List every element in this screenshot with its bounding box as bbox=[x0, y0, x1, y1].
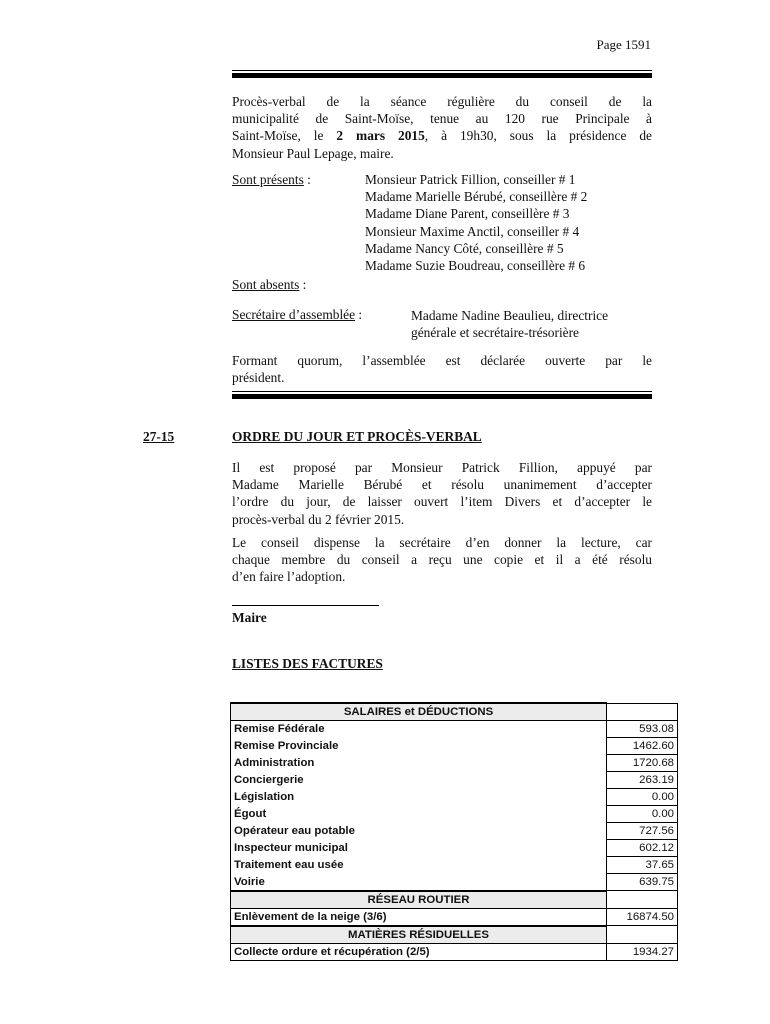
table-row bbox=[231, 840, 678, 857]
secretary-name: Madame Nadine Beaulieu, directrice générale et secrétaire-trésorière bbox=[411, 308, 609, 341]
table-row bbox=[231, 908, 678, 926]
resolution-paragraph: Il est proposé par Monsieur Patrick Fillion, appuyé par Madame Marielle Bérubé et résolu unanimement d’accepter l’ordre du jour, de laisser ouvert l’item Divers et d’accepter le procès-verbal du 2 février 2015. bbox=[232, 460, 652, 527]
item-amount: 602.12 bbox=[607, 840, 678, 857]
member-item: Monsieur Patrick Fillion, conseiller # 1 bbox=[365, 172, 576, 187]
item-name: Enlèvement de la neige (3/6) bbox=[231, 908, 607, 926]
item-amount: 37.65 bbox=[607, 857, 678, 874]
intro-line: Monsieur Paul Lepage, maire. bbox=[232, 145, 394, 161]
table-row bbox=[231, 857, 678, 874]
table-row bbox=[231, 789, 678, 806]
signature-line bbox=[232, 605, 379, 606]
section-header-row bbox=[231, 703, 678, 721]
section-rule bbox=[232, 394, 652, 399]
page-number: Page 1591 bbox=[596, 37, 651, 52]
secretary-label: Secrétaire d’assemblée : bbox=[232, 307, 363, 322]
table-row bbox=[231, 772, 678, 789]
section-title-blank bbox=[607, 891, 678, 909]
item-name: Égout bbox=[231, 806, 607, 823]
section-title: MATIÈRES RÉSIDUELLES bbox=[231, 926, 607, 944]
member-item: Monsieur Maxime Anctil, conseiller # 4 bbox=[365, 223, 580, 239]
intro-line: Saint-Moïse, le 2 mars 2015, à 19h30, sous la présidence de bbox=[232, 128, 652, 144]
item-name: Collecte ordure et récupération (2/5) bbox=[231, 943, 607, 960]
section-header-row bbox=[231, 926, 678, 944]
item-amount: 16874.50 bbox=[607, 908, 678, 926]
item-amount: 1934.27 bbox=[607, 943, 678, 960]
resolution-number: 27-15 bbox=[143, 429, 175, 444]
intro-line: Procès-verbal de la séance régulière du conseil de la bbox=[232, 94, 652, 109]
member-item: Madame Diane Parent, conseillère # 3 bbox=[365, 206, 570, 222]
item-amount: 639.75 bbox=[607, 874, 678, 891]
signature-label: Maire bbox=[232, 610, 267, 625]
item-amount: 0.00 bbox=[607, 806, 678, 823]
member-item: Madame Suzie Boudreau, conseillère # 6 bbox=[365, 258, 586, 274]
lecture-paragraph: Le conseil dispense la secrétaire d’en donner la lecture, car chaque membre du conseil a reçu une copie et il a été résolu d’en faire l’adoption. bbox=[232, 535, 652, 585]
table-row bbox=[231, 943, 678, 960]
member-item: Madame Marielle Bérubé, conseillère # 2 bbox=[365, 189, 588, 205]
intro-paragraph bbox=[232, 93, 652, 162]
item-name: Conciergerie bbox=[231, 772, 607, 789]
table-row bbox=[231, 755, 678, 772]
table-row bbox=[231, 721, 678, 738]
factures-title: LISTES DES FACTURES bbox=[232, 656, 383, 671]
item-amount: 727.56 bbox=[607, 823, 678, 840]
item-name: Inspecteur municipal bbox=[231, 840, 607, 857]
section-title: RÉSEAU ROUTIER bbox=[231, 891, 607, 909]
item-amount: 593.08 bbox=[607, 721, 678, 738]
item-name: Opérateur eau potable bbox=[231, 823, 607, 840]
item-amount: 263.19 bbox=[607, 772, 678, 789]
section-title: SALAIRES et DÉDUCTIONS bbox=[231, 703, 607, 721]
table-row bbox=[231, 806, 678, 823]
item-name: Remise Provinciale bbox=[231, 738, 607, 755]
invoice-table bbox=[230, 702, 678, 961]
item-name: Administration bbox=[231, 755, 607, 772]
section-title-blank bbox=[607, 926, 678, 944]
presents-list bbox=[365, 171, 587, 274]
item-amount: 1462.60 bbox=[607, 738, 678, 755]
table-row bbox=[231, 738, 678, 755]
header-rule bbox=[232, 73, 652, 78]
table-row bbox=[231, 874, 678, 891]
resolution-title: ORDRE DU JOUR ET PROCÈS-VERBAL bbox=[232, 429, 482, 444]
intro-line: municipalité de Saint-Moïse, tenue au 120 rue Principale à bbox=[232, 111, 652, 127]
presents-label: Sont présents : bbox=[232, 172, 311, 187]
table-row bbox=[231, 823, 678, 840]
member-item: Madame Nancy Côté, conseillère # 5 bbox=[365, 240, 564, 256]
item-name: Remise Fédérale bbox=[231, 721, 607, 738]
item-name: Législation bbox=[231, 789, 607, 806]
item-amount: 0.00 bbox=[607, 789, 678, 806]
quorum-paragraph: Formant quorum, l’assemblée est déclarée ouverte par le président. bbox=[232, 353, 652, 386]
meeting-date: 2 mars 2015 bbox=[336, 128, 425, 144]
section-header-row bbox=[231, 891, 678, 909]
item-amount: 1720.68 bbox=[607, 755, 678, 772]
absents-label: Sont absents : bbox=[232, 277, 307, 292]
item-name: Traitement eau usée bbox=[231, 857, 607, 874]
item-name: Voirie bbox=[231, 874, 607, 891]
section-title-blank bbox=[607, 703, 678, 721]
